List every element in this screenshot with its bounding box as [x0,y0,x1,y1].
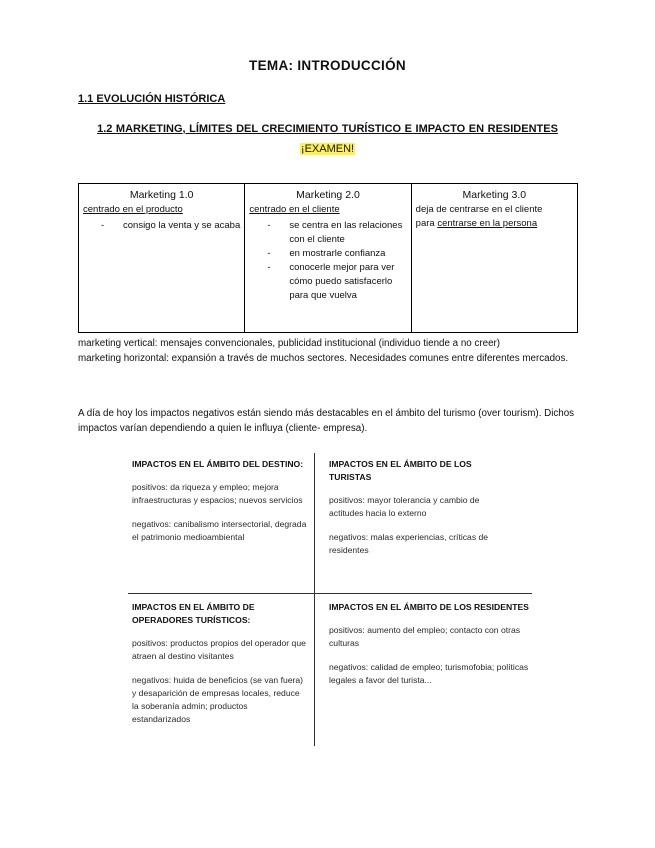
marketing-3-heading: Marketing 3.0 [462,189,527,201]
marketing-horizontal-line: marketing horizontal: expansión a través de muchos sectores. Necesidades comunes entre diferentes mercados. [78,352,569,364]
marketing-2-list [249,219,406,303]
list-item: - se centra en las relaciones con el cliente [263,219,406,247]
marketing-3-focus: centrarse en la persona [437,218,538,229]
grid-divider-horizontal [128,593,532,594]
grid-divider-vertical [314,453,315,746]
table-row [79,184,578,333]
exam-badge-row [0,139,655,157]
impacts-destino-heading: IMPACTOS EN EL ÁMBITO DEL DESTINO: [132,459,304,469]
section-heading-marketing: 1.2 MARKETING, LÍMITES DEL CRECIMIENTO TURÍSTICO E IMPACTO EN RESIDENTES [97,123,558,135]
marketing-3-subtitle-2 [416,217,573,231]
marketing-vertical-line: marketing vertical: mensajes convencionales, publicidad institucional (individuo tiende a no creer) [78,338,501,349]
impacts-destino-positive: positivos: da riqueza y empleo; mejora infraestructuras y espacios; nuevos servicios [132,482,303,505]
impacts-residentes-negative: negativos: calidad de empleo; turismofobia; políticas legales a favor del turista... [329,662,529,685]
marketing-3-prefix: para [415,218,438,229]
impacts-turistas [329,458,499,568]
marketing-1-list [83,219,240,233]
marketing-2-cell [245,184,411,333]
exam-badge: ¡EXAMEN! [300,143,355,155]
section-heading-evolucion: 1.1 EVOLUCIÓN HISTÓRICA [78,93,226,105]
impacts-turistas-heading: IMPACTOS EN EL ÁMBITO DE LOS TURISTAS [329,459,472,482]
list-item: - conocerle mejor para ver cómo puedo satisfacerlo para que vuelva [263,261,406,303]
impacts-operadores-positive: positivos: productos propios del operador que atraen al destino visitantes [132,638,306,661]
marketing-1-heading: Marketing 1.0 [129,189,194,201]
impacts-operadores-heading: IMPACTOS EN EL ÁMBITO DE OPERADORES TURÍSTICOS: [132,602,255,625]
marketing-types-paragraph [78,337,578,366]
marketing-1-subtitle: centrado en el producto [83,204,183,215]
impacts-intro-paragraph: A día de hoy los impactos negativos están siendo más destacables en el ámbito del turismo (over tourism). Dichos impactos varían dependiendo a quien le influya (cliente- empresa). [78,408,575,434]
marketing-3-cell [411,184,577,333]
page-title: TEMA: INTRODUCCIÓN [249,58,406,73]
impacts-operadores [132,601,308,737]
list-item: - consigo la venta y se acaba [97,219,240,233]
impacts-residentes-positive: positivos: aumento del empleo; contacto con otras culturas [329,625,521,648]
marketing-3-subtitle: deja de centrarse en el cliente [415,204,543,215]
impacts-turistas-negative: negativos: malas experiencias, críticas de residentes [329,532,489,555]
marketing-1-cell [79,184,245,333]
marketing-2-heading: Marketing 2.0 [296,189,360,201]
list-item: - en mostrarle confianza [263,247,406,261]
impacts-residentes [329,601,529,698]
impacts-destino [132,458,308,555]
impacts-residentes-heading: IMPACTOS EN EL ÁMBITO DE LOS RESIDENTES [329,602,529,612]
impacts-grid [128,453,536,753]
marketing-2-subtitle: centrado en el cliente [249,204,340,215]
impacts-destino-negative: negativos: canibalismo intersectorial, degrada el patrimonio medioambiental [132,519,307,542]
impacts-turistas-positive: positivos: mayor tolerancia y cambio de actitudes hacia lo externo [329,495,480,518]
impacts-operadores-negative: negativos: huida de beneficios (se van fuera) y desaparición de empresas locales, reduce la soberanía admin; productos estandarizados [132,675,304,724]
marketing-table [78,183,578,333]
